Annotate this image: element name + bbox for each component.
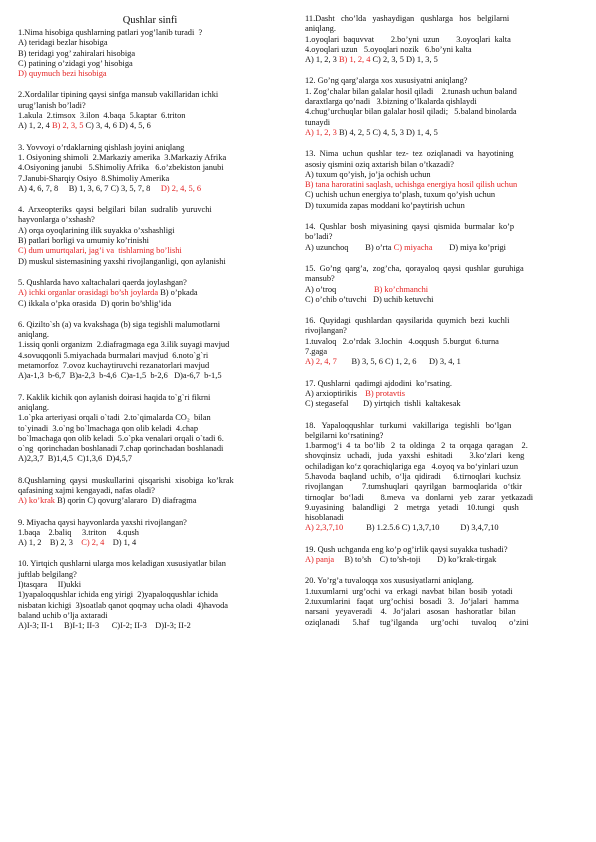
correct-answer: A) panja [305, 555, 335, 565]
question-line [305, 295, 579, 305]
text-segment: 1)yapaloqqushlar ichida eng yirigi 2)yapaloqqushlar ichida [18, 590, 219, 600]
question-block [18, 393, 282, 465]
text-segment: A) tuxum qo’yish, jo’ja ochish uchun [305, 169, 431, 179]
correct-answer: B) ko’chmanchi [373, 284, 429, 294]
text-segment: 1.tuxumlarni urg’ochi va erkagi navbat bilan bosib yotadi [305, 586, 513, 596]
text-segment: 15. Go’ng qarg’a, zog’cha, qorayaloq qaysi qushlar guruhiga [305, 263, 524, 273]
text-segment: A) orqa oyoqlarining ilik suyakka o’xshashligi [18, 225, 175, 235]
question-block [305, 264, 579, 305]
correct-answer: B) 1, 2, 4 [338, 55, 371, 65]
correct-answer: C) miyacha [393, 242, 433, 252]
question-line [18, 101, 282, 111]
page-title: Qushlar sinfi [122, 15, 178, 26]
text-segment: 16. Quyidagi qushlardan qaysilarida quymich bezi kuchli [305, 316, 510, 326]
question-line [305, 597, 579, 607]
correct-answer: B) 2, 3, 5 [51, 121, 84, 131]
text-segment: C) stegasefal D) yirtqich tishli kaltakesak [305, 399, 461, 409]
question-line [18, 153, 282, 163]
text-segment: C) patining o’zidagi yog’ hisobiga [18, 58, 133, 68]
question-line [305, 493, 579, 503]
question-line [18, 601, 282, 611]
text-segment: 18. Yapaloqqushlar turkumi vakillariga tegishli bo‘lgan [305, 420, 512, 430]
question-line [305, 180, 579, 190]
question-line [18, 174, 282, 184]
question-line [18, 143, 282, 153]
question-line [305, 472, 579, 482]
question-line [305, 379, 579, 389]
question-line [305, 523, 579, 533]
question-line [18, 611, 282, 621]
text-segment: A) 1, 2, 3 [305, 55, 339, 65]
question-line [18, 299, 282, 309]
text-segment: 3. Yovvoyi o’rdaklarning qishlash joyini aniqlang [18, 142, 185, 152]
text-segment: A) 4, 6, 7, 8 B) 1, 3, 6, 7 C) 3, 5, 7, 8 [18, 183, 161, 193]
text-segment: hisoblanadi [305, 513, 344, 523]
question-line [305, 462, 579, 472]
text-segment: B) o’pkada [158, 288, 198, 298]
text-segment: juftlab belgilang? [18, 569, 77, 579]
text-segment: B) 3, 5, 6 C) 1, 2, 6 D) 3, 4, 1 [336, 357, 461, 367]
question-block [305, 316, 579, 367]
text-segment: 12. Go’ng qarg’alarga xos xususiyatni aniqlang? [305, 76, 468, 86]
correct-answer: D) quymuch bezi hisobiga [18, 69, 107, 79]
question-block [18, 476, 282, 507]
question-line [18, 580, 282, 590]
text-segment: o`ng qorinchadan boshlanadi 7.chap qorinchadan boshlanadi [18, 444, 224, 454]
question-line [305, 513, 579, 523]
text-segment: 5. Qushlarda havo xaltachalari qaerda joylashgan? [18, 277, 187, 287]
text-segment: 7.Janubi-Sharqiy Osiyo 8.Shimoliy Amerika [18, 173, 170, 183]
text-segment: narsani yeyaveradi 4. Jo’jalari asosan hashoratlar bilan [305, 607, 516, 617]
question-line [18, 559, 282, 569]
question-line [18, 28, 282, 38]
question-line [305, 128, 579, 138]
question-line [18, 538, 282, 548]
text-segment: A) 1, 2, 4 [18, 121, 52, 131]
question-line [305, 14, 579, 24]
question-block [305, 545, 579, 566]
text-segment: B) qorin C) qovurg’alararo D) diafragma [54, 496, 197, 506]
correct-answer: A) ko’krak [18, 496, 55, 506]
question-line [18, 320, 282, 330]
text-segment: B) patlari borligi va umumiy ko’rinishi [18, 236, 149, 246]
text-segment: 2.tuxumlarini faqat urg’ochisi bosadi 3. Jo’jalari hamma [305, 596, 519, 606]
text-segment: 10. Yirtqich qushlarni ularga mos keladigan xususiyatlar bilan [18, 559, 226, 569]
correct-answer: B) tana haroratini saqlash, uchishga energiya hosil qilish uchun [305, 180, 518, 190]
question-line [18, 454, 282, 464]
question-line [18, 528, 282, 538]
text-segment: A)2,3,7 B)1,4,5 C)1,3,6 D)4,5,7 [18, 454, 132, 464]
question-block [18, 278, 282, 309]
question-line [305, 316, 579, 326]
text-segment: 17. Qushlarni qadimgi ajdodini ko’rsating. [305, 378, 453, 388]
question-line [18, 246, 282, 256]
question-line [305, 55, 579, 65]
question-line [18, 621, 282, 631]
correct-answer: A) ichki organlar orasidagi bo’sh joylarda [18, 288, 159, 298]
question-line [18, 59, 282, 69]
text-segment: tunaydi [305, 117, 331, 127]
text-segment: 1.Nima hisobiga qushlarning patlari yog’lanib turadi ? [18, 28, 203, 37]
question-block [18, 90, 282, 131]
question-line [305, 399, 579, 409]
question-line [18, 518, 282, 528]
text-segment: 4.oyoqlari uzun 5.oyoqlari nozik 6.bo’yni kalta [305, 44, 472, 54]
text-segment: 1.oyoqlari baquvvat 2.bo’yni uzun 3.oyoqlari kalta [305, 34, 511, 44]
text-segment: nisbatan kichigi 3)soatlab qanot qoqmay ucha oladi 4)havoda [18, 600, 229, 610]
question-block [18, 205, 282, 267]
question-line [305, 285, 579, 295]
text-segment: A) arxioptirikis [305, 388, 366, 398]
question-line [305, 545, 579, 555]
question-line [305, 170, 579, 180]
text-segment: D) tuxumida zapas moddani ko’paytirish uchun [305, 200, 465, 210]
question-line [305, 347, 579, 357]
question-line [305, 389, 579, 399]
text-segment: urug’lanish bo’ladi? [18, 100, 86, 110]
question-line [305, 607, 579, 617]
question-line [18, 444, 282, 454]
text-segment: 6. Qizilto`sh (a) va kvakshaga (b) siga tegishli malumotlarni [18, 319, 221, 329]
correct-answer: A) 2, 4, 7 [305, 357, 337, 367]
correct-answer: A) 1, 2, 3 [305, 127, 337, 137]
question-block [305, 149, 579, 211]
right-column [305, 14, 579, 639]
text-segment: bo`lmachaga qon olib keladi 5.o`pka venalari orqali o`tadi 6. [18, 433, 224, 443]
question-line [18, 226, 282, 236]
question-line [18, 361, 282, 371]
question-line [18, 351, 282, 361]
question-line [18, 69, 282, 79]
text-segment: tirnoqlar bo‘ladi 8.meva va donlarni yeb zarar yetkazadi [305, 492, 534, 502]
question-line [305, 431, 579, 441]
correct-answer: C) dum umurtqalari, jag’i va tishlarning bo’lishi [18, 246, 182, 256]
text-segment: 4. Arxeopteriks qaysi belgilari bilan sudralib yuruvchi [18, 205, 212, 215]
text-segment: C) 2, 3, 5 D) 1, 3, 5 [370, 55, 438, 65]
question-line [18, 393, 282, 403]
question-line [18, 403, 282, 413]
text-segment: 4.sovuqqonli 5.miyachada burmalari mavjud 6.noto`g`ri [18, 350, 209, 360]
question-line [305, 274, 579, 284]
text-segment: rivojlangan? [305, 326, 347, 336]
text-segment: I)tasqara II)ukki [18, 580, 82, 590]
question-line [18, 278, 282, 288]
question-line [305, 441, 579, 451]
text-segment: D) miya ko’prigi [432, 242, 506, 252]
correct-answer: D) 2, 4, 5, 6 [160, 183, 202, 193]
left-column [18, 28, 282, 643]
question-block [305, 379, 579, 410]
question-line [18, 486, 282, 496]
text-segment: 19. Qush uchganda eng ko’p og’irlik qaysi suyakka tushadi? [305, 544, 508, 554]
text-segment: 1.tuvaloq 2.o’rdak 3.lochin 4.oqqush 5.burgut 6.turna [305, 336, 499, 346]
question-line [18, 111, 282, 121]
text-segment: A)I-3; II-1 B)I-1; II-3 C)I-2; II-3 D)I-3; II-2 [18, 621, 191, 631]
question-line [18, 496, 282, 506]
question-line [18, 236, 282, 246]
text-segment: baland uchib o’lja axtaradi [18, 610, 108, 620]
question-line [18, 330, 282, 340]
text-segment: aniqlang. [18, 330, 49, 340]
question-line [18, 49, 282, 59]
text-segment: 1. Zog’chalar bilan galalar hosil qiladi 2.tunash uchun baland [305, 86, 517, 96]
question-line [305, 107, 579, 117]
question-line [305, 35, 579, 45]
question-line [18, 38, 282, 48]
question-line [305, 97, 579, 107]
question-line [18, 590, 282, 600]
text-segment: rivojlangan 7.tumshuqlari qayrilgan barmoqlarida o‘tkir [305, 482, 523, 492]
text-segment: aniqlang. [18, 402, 49, 412]
text-segment: 4.chug’urchuqlar bilan galalar hosil qiladi; 5.baland binolarda [305, 107, 517, 117]
question-line [305, 76, 579, 86]
question-line [18, 257, 282, 267]
text-segment: B) 4, 2, 5 C) 4, 5, 3 D) 1, 4, 5 [336, 127, 438, 137]
question-line [305, 482, 579, 492]
text-segment: C) ikkala o’pka orasida D) qorin bo’shlig’ida [18, 298, 172, 308]
question-line [305, 555, 579, 565]
correct-answer: B) protavtis [365, 388, 406, 398]
question-line [18, 184, 282, 194]
question-line [18, 434, 282, 444]
text-segment: A)a-1,3 b-6,7 B)a-2,3 b-4,6 C)a-1,5 b-2,6 D)a-6,7 b-1,5 [18, 371, 222, 381]
correct-answer: A) 2,3,7,10 [305, 523, 344, 533]
text-segment: mansub? [305, 274, 335, 284]
text-segment: C) o’chib o’tuvchi D) uchib ketuvchi [305, 294, 434, 304]
text-segment: 1.o`pka arteriyasi orqali o`tadi 2.to`qimalarda CO₂ bilan [18, 413, 211, 423]
text-segment: hayvonlarga o’xshash? [18, 215, 95, 225]
question-line [18, 205, 282, 215]
question-line [18, 288, 282, 298]
text-segment: qafasining xajmi kengayadi, nafas oladi? [18, 485, 155, 495]
text-segment: A) o’troq [305, 284, 374, 294]
text-segment: B) teridagi yog’ zahiralari hisobiga [18, 48, 136, 58]
question-line [305, 45, 579, 55]
text-segment: D) 1, 4 [104, 538, 137, 548]
question-block [18, 320, 282, 382]
text-segment: A) teridagi bezlar hisobiga [18, 38, 108, 48]
question-block [18, 28, 282, 79]
question-line [305, 149, 579, 159]
text-segment: 9. Miyacha qaysi hayvonlarda yaxshi rivojlangan? [18, 517, 187, 527]
question-line [305, 618, 579, 628]
question-line [18, 215, 282, 225]
question-line [305, 118, 579, 128]
question-block [305, 421, 579, 534]
text-segment: C) 3, 4, 6 D) 4, 5, 6 [83, 121, 151, 131]
question-line [305, 264, 579, 274]
question-line [18, 424, 282, 434]
text-segment: asosiy qismini oziq axtarish bilan o’tkazadi? [305, 159, 454, 169]
text-segment: 1. Osiyoning shimoli 2.Markaziy amerika 3.Markaziy Afrika [18, 152, 227, 162]
text-segment: A) 1, 2 B) 2, 3 [18, 538, 82, 548]
question-line [18, 340, 282, 350]
text-segment: belgilarni ko‘rsatining? [305, 430, 384, 440]
text-segment: 13. Nima uchun qushlar tez- tez oziqlanadi va hayotining [305, 149, 514, 159]
question-line [305, 576, 579, 586]
question-line [305, 87, 579, 97]
text-segment: 2.Xordalilar tipining qaysi sinfga mansub vakillaridan ichki [18, 90, 219, 100]
text-segment: D) muskul sistemasining yaxshi rivojlanganligi, qon aylanishi [18, 256, 226, 266]
text-segment: oziqlanadi 5.haf tug’ilganda urg’ochi tuvaloq o’zini [305, 617, 529, 627]
text-segment: 1.akula 2.timsox 3.ilon 4.baqa 5.kaptar 6.triton [18, 111, 186, 121]
text-segment: ochiladigan ko‘z qorachiqlariga ega 4.oyoq va bo‘yinlari uzun [305, 461, 519, 471]
question-block [18, 143, 282, 194]
question-line [18, 371, 282, 381]
question-block [305, 14, 579, 65]
question-line [305, 201, 579, 211]
question-line [305, 421, 579, 431]
question-line [18, 413, 282, 423]
question-line [305, 232, 579, 242]
question-line [18, 121, 282, 131]
text-segment: daraxtlarga qo’nadi 3.bizning o’lkalarda qishlaydi [305, 97, 477, 107]
text-segment: 1.issiq qonli organizm 2.diafragmaga ega 3.ilik suyagi mavjud [18, 340, 230, 350]
text-segment: 14. Qushlar bosh miyasining qaysi qismida burmalar ko’p [305, 222, 515, 232]
question-block [305, 576, 579, 627]
text-segment: to`yinadi 3.o`ng bo`lmachaga qon olib keladi 4.chap [18, 423, 199, 433]
question-line [18, 163, 282, 173]
text-segment: bo’ladi? [305, 232, 333, 242]
question-line [305, 190, 579, 200]
question-block [305, 76, 579, 138]
text-segment: 11.Dasht cho’lda yashaydigan qushlarga hos belgilarni [305, 14, 510, 23]
question-line [305, 243, 579, 253]
text-segment: 7.gaga [305, 347, 328, 357]
text-segment: 7. Kaklik kichik qon aylanish doirasi haqida to`g`ri fikrni [18, 392, 211, 402]
question-block [18, 518, 282, 549]
question-line [305, 337, 579, 347]
text-segment: metamorfoz 7.ovoz kuchaytiruvchi rezanatorlari mavjud [18, 361, 210, 371]
question-line [305, 222, 579, 232]
text-segment: A) uzunchoq B) o’rta [305, 242, 394, 252]
text-segment: 1.baqa 2.baliq 3.triton 4.qush [18, 527, 139, 537]
text-segment: 1.barmog‘i 4 ta bo‘lib 2 ta oldinga 2 ta orqaga qaragan 2. [305, 441, 528, 451]
question-line [18, 570, 282, 580]
text-segment: 5.havoda baqland uchib, o‘lja qidiradi 6.tirnoqlari kuchsiz [305, 471, 521, 481]
text-segment: 4.Osiyoning janubi 5.Shimoliy Afrika 6.o’zbekiston janubi [18, 163, 224, 173]
question-line [305, 503, 579, 513]
text-segment: aniqlang. [305, 24, 336, 34]
question-line [305, 451, 579, 461]
question-line [305, 357, 579, 367]
correct-answer: C) 2, 4 [81, 538, 105, 548]
text-segment: 8.Qushlarning qaysi muskullarini qisqarishi xisobiga ko’krak [18, 475, 234, 485]
question-line [305, 24, 579, 34]
question-line [18, 476, 282, 486]
question-block [305, 222, 579, 253]
text-segment: B) 1.2.5.6 C) 1,3,7,10 D) 3,4,7,10 [343, 523, 499, 533]
question-line [305, 160, 579, 170]
question-block [18, 559, 282, 631]
question-line [305, 326, 579, 336]
question-line [18, 90, 282, 100]
text-segment: C) uchish uchun energiya to’plash, tuxum qo’yish uchun [305, 190, 496, 200]
text-segment: B) to’sh C) to’sh-toji D) ko’krak-tirgak [334, 555, 497, 565]
text-segment: shovqinsiz uchadi, juda yaxshi eshitadi 3.ko‘zlari keng [305, 451, 525, 461]
question-line [305, 587, 579, 597]
text-segment: 9.uyasining balandligi 2 metrga yetadi 10.tungi qush [305, 502, 519, 512]
text-segment: 20. Yo’rg’a tuvaloqqa xos xususiyatlarni aniqlang. [305, 576, 474, 586]
